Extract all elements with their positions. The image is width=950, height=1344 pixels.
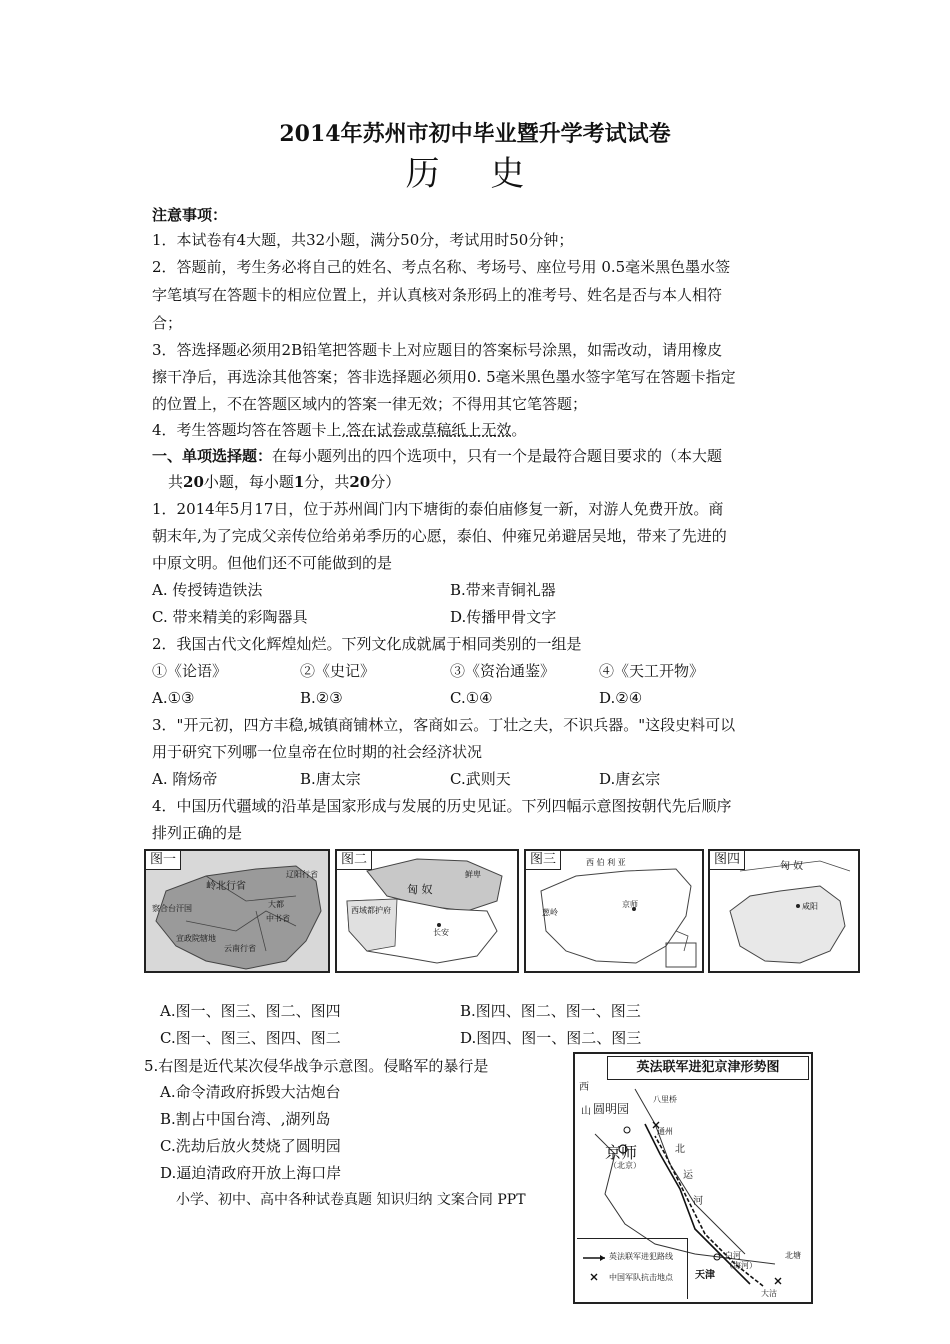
campaign-place: 大沽: [761, 1289, 777, 1298]
exam-title: 2014年苏州市初中毕业暨升学考试试卷: [279, 121, 671, 147]
section-1-heading: 一、单项选择题：: [152, 447, 273, 465]
notes-line-4-suffix: 。: [511, 421, 527, 439]
q4-stem-line: 4．中国历代疆域的沿革是国家形成与发展的历史见证。下列四幅示意图按朝代先后顺序: [152, 797, 732, 815]
legend-battle: 中国军队抗击地点: [609, 1273, 673, 1282]
campaign-place: 京师: [605, 1143, 638, 1162]
q4-option-a: A.图一、图三、图二、图四: [160, 1002, 341, 1020]
q4-option-d: D.图四、图一、图二、图三: [460, 1029, 642, 1047]
q2-option-a: A.①③: [152, 689, 195, 707]
q3-option-a: A. 隋炀帝: [152, 770, 218, 788]
map-2-label: 图二: [337, 851, 372, 870]
legend-route: 英法联军进犯路线: [609, 1252, 673, 1261]
campaign-map: [573, 1052, 813, 1304]
subject-title: 历 史: [405, 154, 545, 194]
map-2-place: 长安: [433, 928, 449, 937]
section-1-line-2: [168, 472, 400, 492]
map-3-place: 西 伯 利 亚: [586, 858, 626, 867]
campaign-place: （北京）: [609, 1161, 641, 1170]
notes-line-4: [152, 420, 526, 440]
footer-note: 小学、初中、高中各种试卷真题 知识归纳 文案合同 PPT: [176, 1192, 526, 1208]
campaign-place: 北: [675, 1144, 685, 1155]
map-3-place: 京师: [622, 900, 638, 909]
q5-option-a: A.命令清政府拆毁大沽炮台: [160, 1083, 341, 1101]
q4-stem-line: 排列正确的是: [152, 824, 243, 842]
q3-option-b: B.唐太宗: [300, 770, 361, 788]
campaign-map-title: 英法联军进犯京津形势图: [607, 1056, 809, 1080]
q4-option-b: B.图四、图二、图一、图三: [460, 1002, 641, 1020]
q4-option-c: C.图一、图三、图四、图二: [160, 1029, 341, 1047]
notes-heading: 注意事项：: [152, 206, 228, 224]
section-1-line-1: [152, 446, 722, 466]
notes-line: 2．答题前，考生务必将自己的姓名、考点名称、考场号、座位号用 0.5毫米黑色墨水签: [152, 258, 731, 276]
q2-option-b: B.②③: [300, 689, 343, 707]
notes-line: 擦干净后，再选涂其他答案；答非选择题必须用0. 5毫米黑色墨水签字笔写在答题卡指定: [152, 368, 736, 386]
q1-option-d: D.传播甲骨文字: [450, 608, 557, 626]
q5-stem: 5.右图是近代某次侵华战争示意图。侵略军的暴行是: [144, 1057, 489, 1075]
map-4-place: 匈 奴: [780, 861, 804, 872]
section-1-instructions: 在每小题列出的四个选项中，只有一个是最符合题目要求的（本大题: [272, 447, 723, 465]
text: 共: [168, 473, 184, 491]
notes-line: 3．答选择题必须用2B铅笔把答题卡上对应题目的答案标号涂黑，如需改动，请用橡皮: [152, 341, 723, 359]
map-1-place: 察合台汗国: [152, 904, 192, 913]
q2-item: ③《资治通鉴》: [450, 662, 556, 680]
map-3-label: 图三: [526, 851, 561, 870]
q1-option-a: A. 传授铸造铁法: [152, 581, 263, 599]
map-2-place: 鲜卑: [465, 870, 481, 879]
map-4-place: 咸阳: [802, 902, 818, 911]
map-figure-2: [335, 849, 519, 973]
notes-line: 的位置上，不在答题区域内的答案一律无效；不得用其它笔答题；: [152, 395, 588, 413]
q1-stem-line: 中原文明。但他们还不可能做到的是: [152, 554, 393, 572]
q5-option-d: D.逼迫清政府开放上海口岸: [160, 1164, 342, 1182]
notes-line: 字笔填写在答题卡的相应位置上，并认真核对条形码上的准考号、姓名是否与本人相符: [152, 286, 723, 304]
map-figure-1: [144, 849, 330, 973]
campaign-place: 北塘: [785, 1251, 801, 1260]
q1-option-c: C. 带来精美的彩陶器具: [152, 608, 308, 626]
q2-item: ②《史记》: [300, 662, 376, 680]
map-2-place: 西域都护府: [351, 906, 391, 915]
campaign-place: 圆明园: [593, 1102, 630, 1116]
notes-line: 合；: [152, 314, 183, 332]
count: 20: [183, 473, 204, 491]
q2-item: ④《天工开物》: [599, 662, 705, 680]
q2-stem: 2．我国古代文化辉煌灿烂。下列文化成就属于相同类别的一组是: [152, 635, 582, 653]
text: 分，共: [304, 473, 350, 491]
q1-option-b: B.带来青铜礼器: [450, 581, 556, 599]
text: 小题，每小题: [203, 473, 294, 491]
campaign-place: 运: [683, 1170, 693, 1181]
notes-line-4-emphasis: 答在试卷或草稿纸上无效: [346, 421, 512, 439]
campaign-place: 西: [579, 1082, 589, 1093]
score: 1: [293, 473, 305, 491]
campaign-place: 河: [693, 1196, 703, 1207]
q5-option-b: B.割占中国台湾、,湖列岛: [160, 1110, 331, 1128]
total: 20: [349, 473, 371, 491]
q3-option-c: C.武则天: [450, 770, 511, 788]
q1-stem-line: 朝末年,为了完成父亲传位给弟弟季历的心愿，泰伯、仲雍兄弟避居吴地，带来了先进的: [152, 527, 727, 545]
map-1-label: 图一: [146, 851, 181, 870]
campaign-place: 通州: [657, 1127, 673, 1136]
notes-line: 1．本试卷有4大题，共32小题，满分50分，考试用时50分钟；: [152, 231, 574, 249]
map-3-place: 葱岭: [542, 908, 558, 917]
q3-stem-line: 3．"开元初，四方丰稳,城镇商铺林立，客商如云。丁壮之夫，不识兵器。"这段史料可以: [152, 716, 736, 734]
map-2-place: 匈 奴: [407, 883, 433, 896]
map-1-place: 大都: [268, 900, 284, 909]
notes-line-4-prefix: 4．考生答题均答在答题卡上,: [152, 421, 347, 439]
map-1-place: 云南行省: [224, 944, 256, 953]
map-figure-4: [708, 849, 860, 973]
campaign-place: 白河: [725, 1251, 741, 1260]
map-1-place: 宣政院辖地: [176, 934, 216, 943]
map-1-place: 岭北行省: [206, 881, 246, 892]
q2-option-c: C.①④: [450, 689, 493, 707]
map-4-label: 图四: [710, 851, 745, 870]
campaign-legend: [577, 1238, 688, 1299]
map-1-place: 辽阳行省: [286, 870, 318, 879]
campaign-place: （海河）: [725, 1261, 757, 1270]
q3-option-d: D.唐玄宗: [599, 770, 661, 788]
q2-option-d: D.②④: [599, 689, 643, 707]
campaign-place: 山: [581, 1106, 591, 1117]
q1-stem-line: 1．2014年5月17日，位于苏州阊门内下塘街的泰伯庙修复一新，对游人免费开放。商: [152, 500, 724, 518]
map-1-place: 中书省: [266, 914, 290, 923]
q5-option-c: C.洗劫后放火焚烧了圆明园: [160, 1137, 341, 1155]
q3-stem-line: 用于研究下列哪一位皇帝在位时期的社会经济状况: [152, 743, 483, 761]
campaign-place: 天津: [695, 1270, 715, 1281]
text: 分）: [370, 473, 401, 491]
q2-item: ①《论语》: [152, 662, 228, 680]
map-figure-3: [524, 849, 704, 973]
campaign-place: 八里桥: [653, 1095, 677, 1104]
